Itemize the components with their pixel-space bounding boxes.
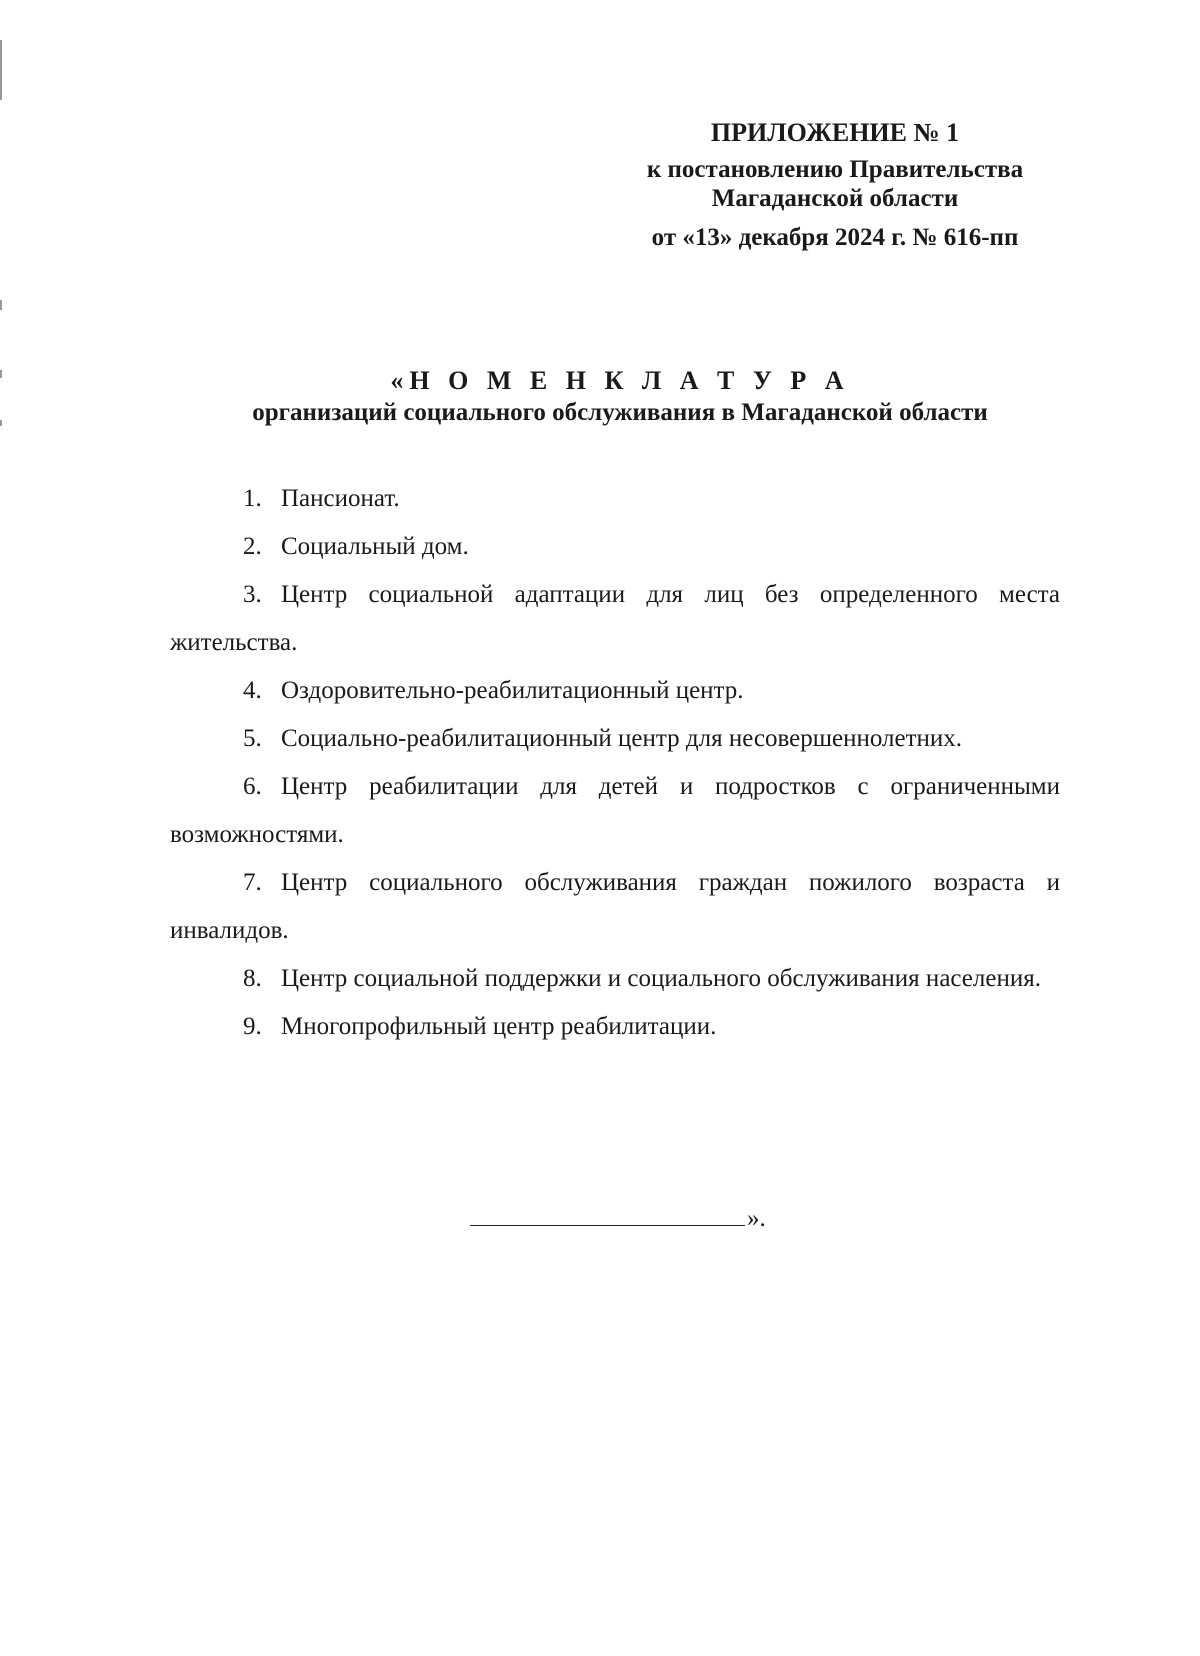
list-item-text: Пансионат. xyxy=(281,485,400,512)
list-item-text: Многопрофильный центр реабилитации. xyxy=(281,1013,717,1040)
list-item-text: Оздоровительно-реабилитационный центр. xyxy=(281,677,744,704)
list-item-text: Центр социального обслуживания граждан пожилого возраста и инвалидов. xyxy=(170,869,1060,944)
list-item-number: 2. xyxy=(243,533,262,560)
nomenclature-list xyxy=(170,475,1060,1051)
closing-quote: ». xyxy=(747,1205,766,1232)
document-title: «Н О М Е Н К Л А Т У Р А xyxy=(390,366,850,395)
list-item-text: Социально-реабилитационный центр для несовершеннолетних. xyxy=(281,725,963,752)
appendix-title: ПРИЛОЖЕНИЕ № 1 xyxy=(710,118,960,147)
list-item xyxy=(170,955,1060,1003)
list-item-number: 9. xyxy=(243,1013,262,1040)
list-item-text: Социальный дом. xyxy=(281,533,469,560)
closing-rule xyxy=(470,1225,745,1226)
list-item-number: 6. xyxy=(243,773,262,800)
list-item-text: Центр социальной поддержки и социального обслуживания населения. xyxy=(281,965,1041,992)
list-item-text: Центр реабилитации для детей и подростков с ограниченными возможностями. xyxy=(170,773,1060,848)
appendix-resolution-line: к постановлению Правительства xyxy=(646,156,1024,183)
list-item-number: 5. xyxy=(243,725,262,752)
appendix-region-line: Магаданской области xyxy=(711,185,959,212)
list-item-number: 1. xyxy=(243,485,262,512)
list-item-number: 7. xyxy=(243,869,262,896)
list-item-number: 4. xyxy=(243,677,262,704)
document-subtitle: организаций социального обслуживания в Магаданской области xyxy=(252,399,988,426)
list-item xyxy=(170,763,1060,859)
list-item xyxy=(170,667,1060,715)
scan-artifact xyxy=(0,300,2,310)
appendix-header xyxy=(600,118,1070,252)
scan-artifact xyxy=(0,40,2,100)
list-item-text: Центр социальной адаптации для лиц без определенного места жительства. xyxy=(170,581,1060,656)
list-item xyxy=(170,571,1060,667)
list-item xyxy=(170,523,1060,571)
list-item xyxy=(170,859,1060,955)
appendix-date: от «13» декабря 2024 г. № 616-пп xyxy=(651,224,1019,251)
list-item-number: 3. xyxy=(243,581,262,608)
document-title-block xyxy=(170,365,1070,429)
list-item xyxy=(170,475,1060,523)
closing-line xyxy=(470,1205,766,1233)
list-item xyxy=(170,1003,1060,1051)
scan-artifact xyxy=(0,420,2,426)
list-item-number: 8. xyxy=(243,965,262,992)
list-item xyxy=(170,715,1060,763)
scan-artifact xyxy=(0,370,2,378)
